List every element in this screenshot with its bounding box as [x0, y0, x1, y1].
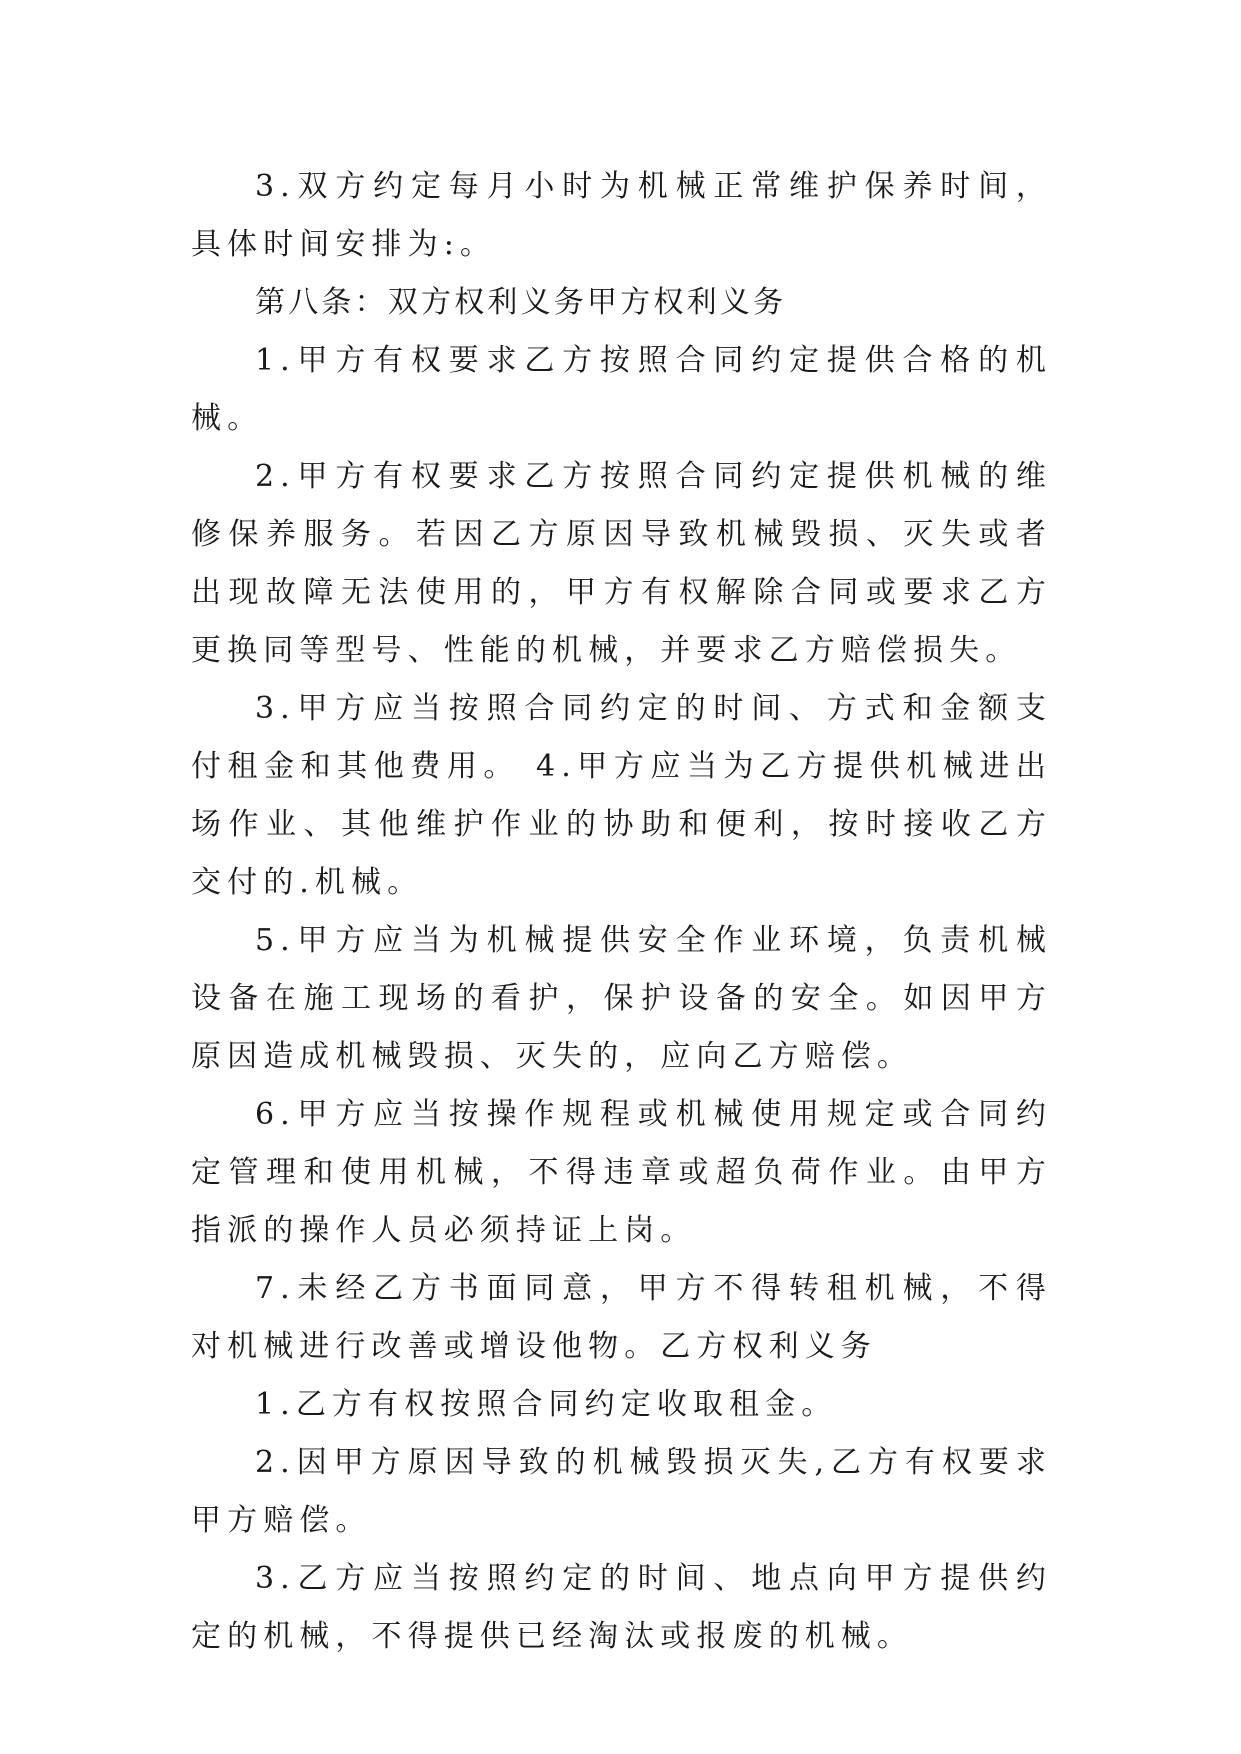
paragraph-party-a-1: 1.甲方有权要求乙方按照合同约定提供合格的机械。 [191, 343, 1052, 436]
paragraph-party-b-2: 2.因甲方原因导致的机械毁损灭失,乙方有权要求甲方赔偿。 [191, 1445, 1052, 1538]
paragraph-party-a-2: 2.甲方有权要求乙方按照合同约定提供机械的维修保养服务。若因乙方原因导致机械毁损、灭失或者出现故障无法使用的，甲方有权解除合同或要求乙方更换同等型号、性能的机械，并要求乙方赔偿损失。 [191, 459, 1052, 668]
paragraph-party-a-6: 6.甲方应当按操作规程或机械使用规定或合同约定管理和使用机械，不得违章或超负荷作业。由甲方指派的操作人员必须持证上岗。 [191, 1097, 1052, 1248]
paragraph-party-b-1: 1.乙方有权按照合同约定收取租金。 [255, 1387, 838, 1422]
paragraph-maintenance-time: 3.双方约定每月小时为机械正常维护保养时间，具体时间安排为:。 [191, 169, 1052, 262]
article-8-heading: 第八条：双方权利义务甲方权利义务 [255, 285, 787, 320]
paragraph-party-a-3-4: 3.甲方应当按照合同约定的时间、方式和金额支付租金和其他费用。 4.甲方应当为乙方提供机械进出场作业、其他维护作业的协助和便利，按时接收乙方交付的.机械。 [191, 691, 1052, 900]
paragraph-party-b-3: 3.乙方应当按照约定的时间、地点向甲方提供约定的机械，不得提供已经淘汰或报废的机械。 [191, 1561, 1052, 1654]
paragraph-party-a-7: 7.未经乙方书面同意，甲方不得转租机械，不得对机械进行改善或增设他物。乙方权利义务 [191, 1271, 1052, 1364]
document-body [191, 158, 1052, 1666]
paragraph-party-a-5: 5.甲方应当为机械提供安全作业环境，负责机械设备在施工现场的看护，保护设备的安全。如因甲方原因造成机械毁损、灭失的，应向乙方赔偿。 [191, 923, 1052, 1074]
